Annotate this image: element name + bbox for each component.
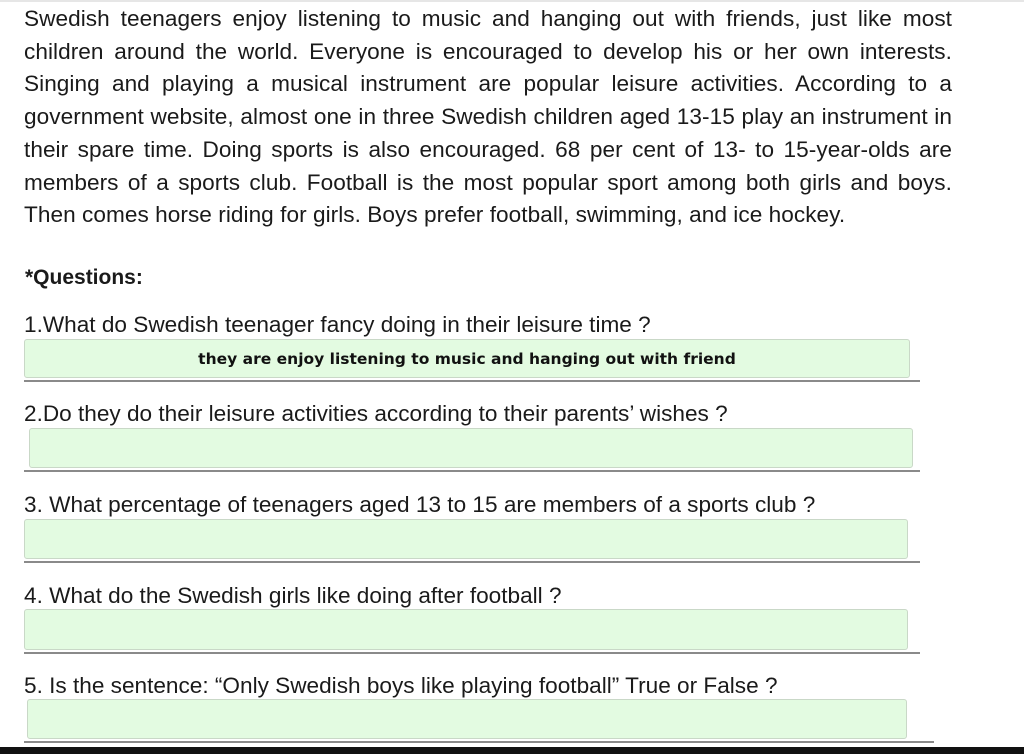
answer-field-4[interactable] <box>24 609 908 650</box>
top-divider <box>0 0 1024 2</box>
reading-passage: Swedish teenagers enjoy listening to music and hanging out with friends, just like most children around the world. Everyone is encouraged to develop his or her own interests. Singing and playing a musical instrument are popular leisure activities. According to a government website, almost one in three Swedish children aged 13-15 play an instrument in their spare time. Doing sports is also encouraged. 68 per cent of 13- to 15-year-olds are members of a sports club. Football is the most popular sport among both girls and boys. Then comes horse riding for girls. Boys prefer football, swimming, and ice hockey. <box>24 6 952 228</box>
question-4: 4. What do the Swedish girls like doing after football ? <box>24 583 562 608</box>
answer-field-2[interactable] <box>29 428 913 468</box>
question-1: 1.What do Swedish teenager fancy doing in their leisure time ? <box>24 312 651 337</box>
answer-field-5[interactable] <box>27 699 907 739</box>
question-5: 5. Is the sentence: “Only Swedish boys like playing football” True or False ? <box>24 673 778 698</box>
answer-field-3[interactable] <box>24 519 908 559</box>
answer-field-1[interactable]: they are enjoy listening to music and hanging out with friend <box>24 339 910 378</box>
answer-underline-2 <box>24 470 920 472</box>
question-2: 2.Do they do their leisure activities according to their parents’ wishes ? <box>24 401 728 426</box>
answer-underline-4 <box>24 652 920 654</box>
bottom-edge-bar <box>0 747 1024 754</box>
question-3: 3. What percentage of teenagers aged 13 to 15 are members of a sports club ? <box>24 492 816 517</box>
answer-underline-5 <box>24 741 934 743</box>
questions-heading: *Questions: <box>25 266 143 289</box>
answer-underline-3 <box>24 561 920 563</box>
answer-underline-1 <box>24 380 920 382</box>
